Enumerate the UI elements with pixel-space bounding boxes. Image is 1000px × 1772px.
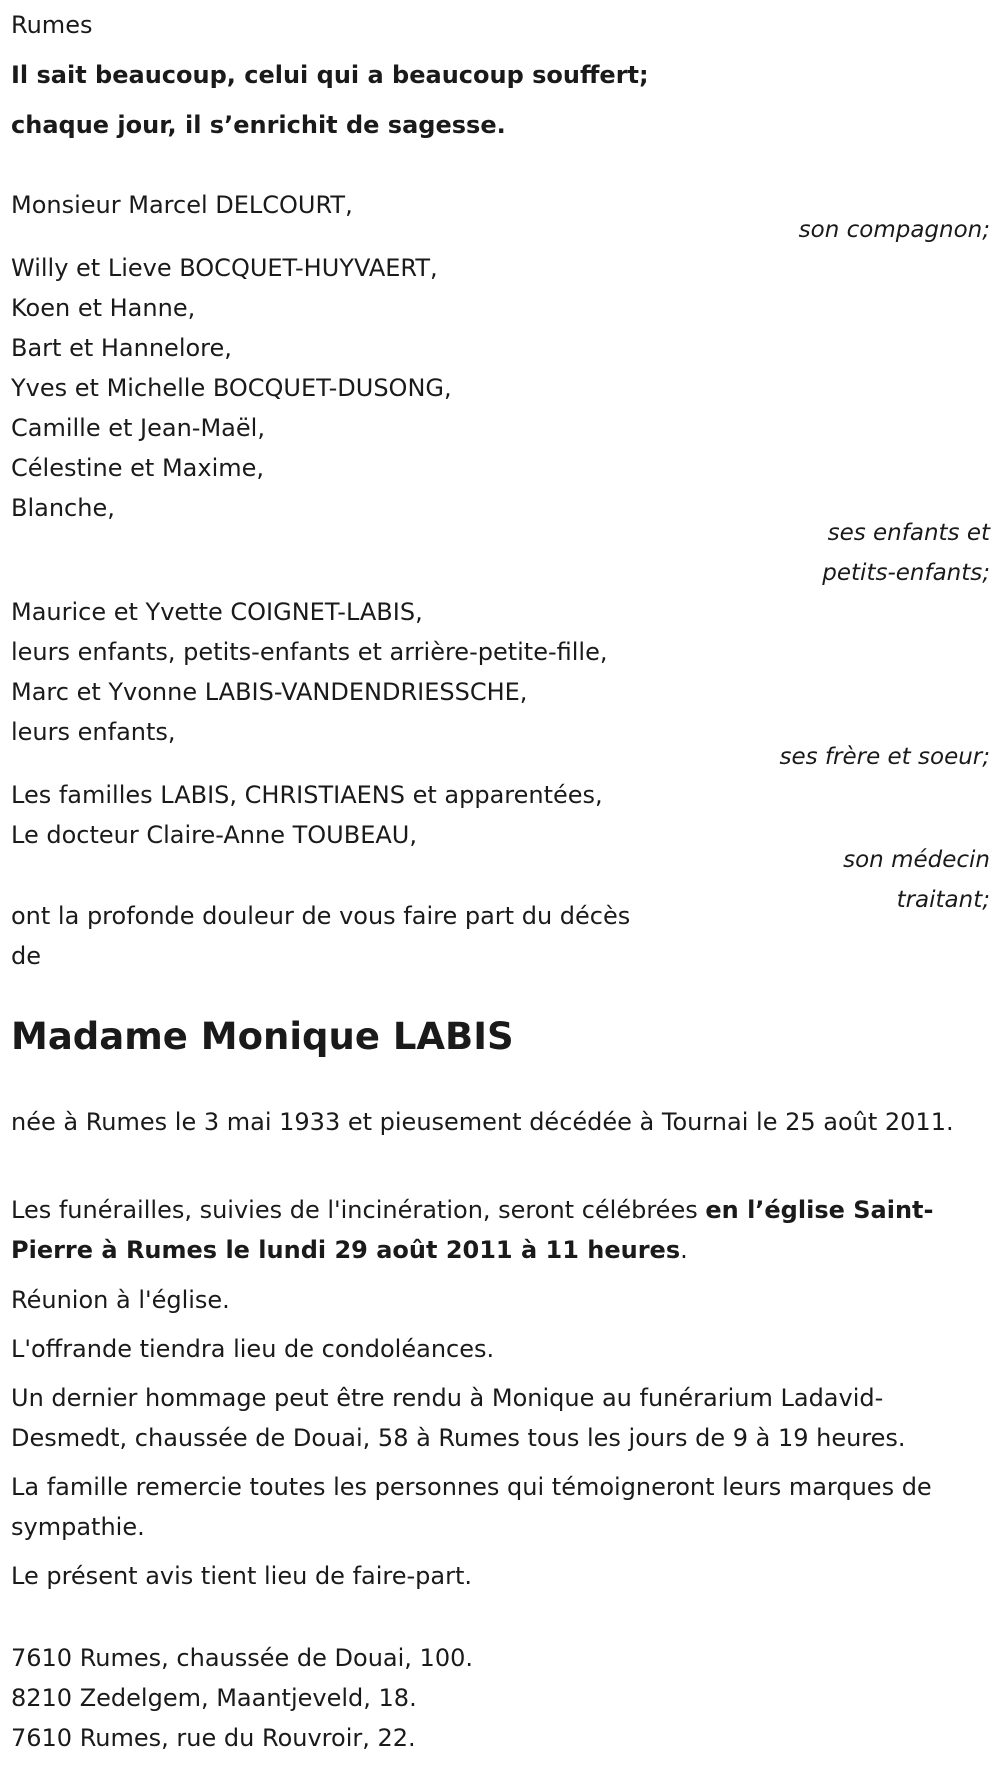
child-line: Bart et Hannelore, [11, 334, 232, 362]
funeral-intro: Les funérailles, suivies de l'incinération, seront célébrées [11, 1196, 706, 1224]
offering-text: L'offrande tiendra lieu de condoléances. [11, 1335, 495, 1363]
children-role-line-2: petits-enfants; [822, 560, 990, 586]
doctor-role [690, 840, 990, 920]
companion-role-text: son compagnon; [798, 217, 990, 243]
children-role [690, 513, 990, 593]
announcement-line-2: de [11, 942, 41, 970]
place-heading: Rumes [11, 11, 93, 39]
doctor-role-line-1: son médecin [843, 847, 990, 873]
child-line: Blanche, [11, 494, 115, 522]
notice-text: Le présent avis tient lieu de faire-part. [11, 1562, 473, 1590]
sibling-line: leurs enfants, petits-enfants et arrière-petite-fille, [11, 638, 608, 666]
companion-role [690, 210, 990, 250]
child-line: Yves et Michelle BOCQUET-DUSONG, [11, 374, 452, 402]
birth-death-text: née à Rumes le 3 mai 1933 et pieusement décédée à Tournai le 25 août 2011. [11, 1108, 954, 1136]
siblings-role-text: ses frère et soeur; [779, 744, 990, 770]
funeral-location-date: en l’église Saint-Pierre à Rumes le lundi 29 août 2011 à 11 heures [11, 1196, 934, 1264]
funeral-text [11, 1190, 996, 1270]
doctor-role-line-2: traitant; [896, 887, 990, 913]
quote-line-2: chaque jour, il s’enrichit de sagesse. [11, 111, 506, 139]
sibling-line: Maurice et Yvette COIGNET-LABIS, [11, 598, 423, 626]
thanks-text: La famille remercie toutes les personnes qui témoigneront leurs marques de sympathie. [11, 1473, 932, 1541]
announcement-line-1: ont la profonde douleur de vous faire part du décès [11, 902, 631, 930]
child-line: Koen et Hanne, [11, 294, 196, 322]
sibling-line: leurs enfants, [11, 718, 176, 746]
funeral-end: . [680, 1236, 688, 1264]
sibling-line: Marc et Yvonne LABIS-VANDENDRIESSCHE, [11, 678, 528, 706]
others-line: Les familles LABIS, CHRISTIAENS et apparentées, [11, 781, 603, 809]
reunion-text: Réunion à l'église. [11, 1286, 230, 1314]
children-role-line-1: ses enfants et [827, 520, 990, 546]
child-line: Camille et Jean-Maël, [11, 414, 265, 442]
homage-text: Un dernier hommage peut être rendu à Monique au funérarium Ladavid-Desmedt, chaussée de Douai, 58 à Rumes tous les jours de 9 à 19 heures. [11, 1384, 906, 1452]
deceased-name: Madame Monique LABIS [11, 1015, 514, 1058]
companion-name: Monsieur Marcel DELCOURT, [11, 191, 353, 219]
quote-line-1: Il sait beaucoup, celui qui a beaucoup souffert; [11, 61, 649, 89]
child-line: Célestine et Maxime, [11, 454, 265, 482]
address-line: 7610 Rumes, chaussée de Douai, 100. [11, 1644, 473, 1672]
address-line: 7610 Rumes, rue du Rouvroir, 22. [11, 1724, 416, 1752]
others-line: Le docteur Claire-Anne TOUBEAU, [11, 821, 417, 849]
siblings-role [690, 737, 990, 777]
address-line: 8210 Zedelgem, Maantjeveld, 18. [11, 1684, 417, 1712]
child-line: Willy et Lieve BOCQUET-HUYVAERT, [11, 254, 438, 282]
